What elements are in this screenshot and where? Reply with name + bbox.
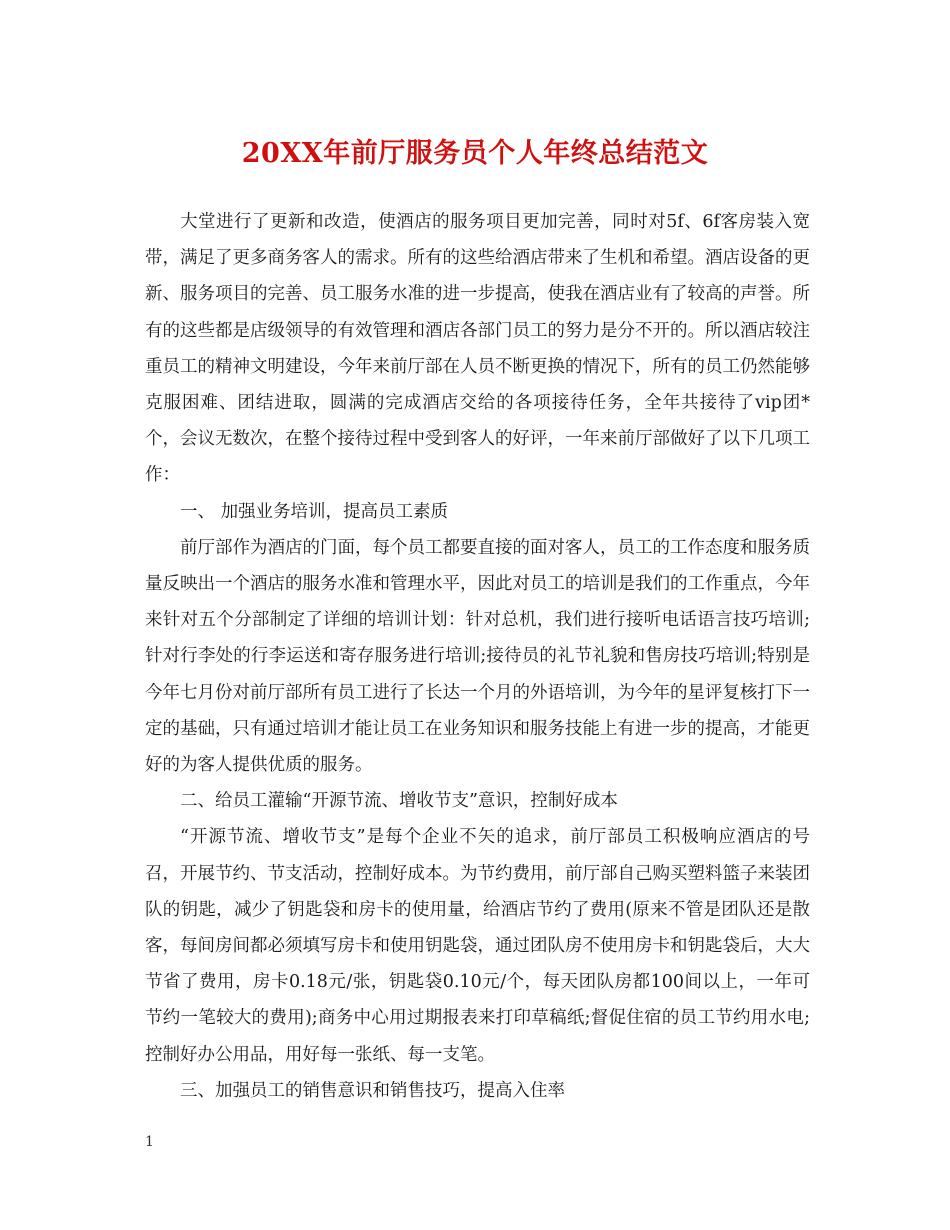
document-body bbox=[145, 204, 810, 1109]
section-heading-3: 三、加强员工的销售意识和销售技巧，提高入住率 bbox=[180, 1080, 565, 1101]
document-title: 20XX年前厅服务员个人年终总结范文 bbox=[241, 138, 709, 169]
paragraph-intro: 大堂进行了更新和改造，使酒店的服务项目更加完善，同时对5f、6f客房装入宽带，满足了更多商务客人的需求。所有的这些给酒店带来了生机和希望。酒店设备的更新、服务项目的完善、员工服务水准的进一步提高，使我在酒店业有了较高的声誉。所有的这些都是店级领导的有效管理和酒店各部门员工的努力是分不开的。所以酒店较注重员工的精神文明建设，今年来前厅部在人员不断更换的情况下，所有的员工仍然能够克服困难、团结进取，圆满的完成酒店交给的各项接待任务，全年共接待了vip团*个，会议无数次，在整个接待过程中受到客人的好评，一年来前厅部做好了以下几项工作： bbox=[145, 212, 810, 486]
paragraph-training: 前厅部作为酒店的门面，每个员工都要直接的面对客人，员工的工作态度和服务质量反映出一个酒店的服务水准和管理水平，因此对员工的培训是我们的工作重点，今年来针对五个分部制定了详细的培训计划：针对总机，我们进行接听电话语言技巧培训;针对行李处的行李运送和寄存服务进行培训;接待员的礼节礼貌和售房技巧培训;特别是今年七月份对前厅部所有员工进行了长达一个月的外语培训，为今年的星评复核打下一定的基础，只有通过培训才能让员工在业务知识和服务技能上有进一步的提高，才能更好的为客人提供优质的服务。 bbox=[145, 537, 810, 776]
paragraph-cost-control: “开源节流、增收节支”是每个企业不矢的追求，前厅部员工积极响应酒店的号召，开展节约、节支活动，控制好成本。为节约费用，前厅部自己购买塑料篮子来装团队的钥匙，减少了钥匙袋和房卡的使用量，给酒店节约了费用(原来不管是团队还是散客，每间房间都必须填写房卡和使用钥匙袋，通过团队房不使用房卡和钥匙袋后，大大节省了费用，房卡0.18元/张，钥匙袋0.10元/个，每天团队房都100间以上，一年可节约一笔较大的费用);商务中心用过期报表来打印草稿纸;督促住宿的员工节约用水电;控制好办公用品，用好每一张纸、每一支笔。 bbox=[145, 827, 810, 1065]
page-number: 1 bbox=[145, 1134, 154, 1150]
section-heading-2: 二、给员工灌输“开源节流、增收节支”意识，控制好成本 bbox=[180, 791, 618, 812]
section-heading-1: 一、 加强业务培训，提高员工素质 bbox=[180, 501, 449, 522]
